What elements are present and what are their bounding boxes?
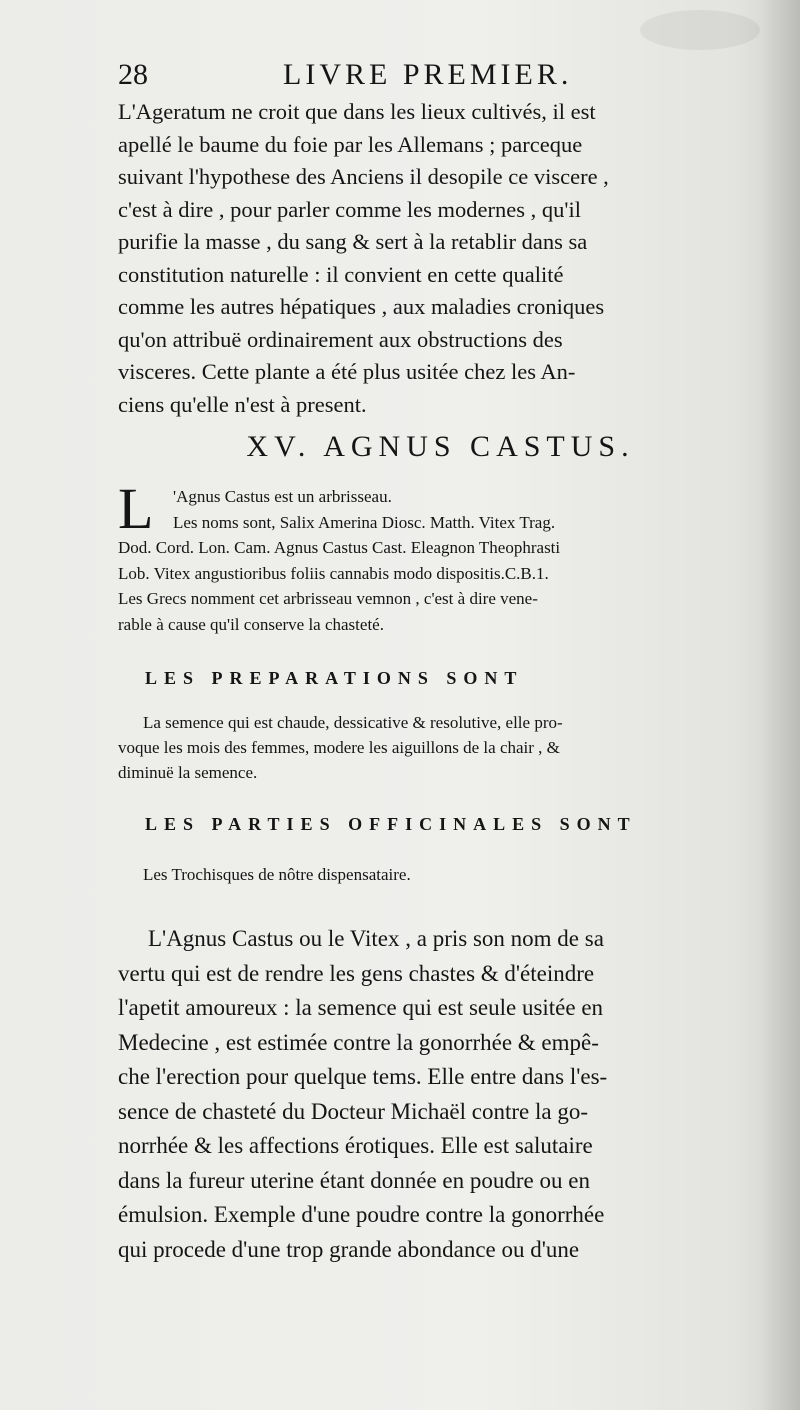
- section-heading: XV. AGNUS CASTUS.: [246, 430, 635, 463]
- text-line: Les Grecs nomment cet arbrisseau vemnon , c'est à dire vene-: [118, 589, 538, 608]
- text-line: 'Agnus Castus est un arbrisseau.: [173, 487, 392, 506]
- text-line: ciens qu'elle n'est à present.: [118, 391, 367, 417]
- text-line: La semence qui est chaude, dessicative & resolutive, elle pro-: [143, 713, 563, 732]
- text-line: norrhée & les affections érotiques. Elle est salutaire: [118, 1133, 593, 1158]
- text-line: che l'erection pour quelque tems. Elle entre dans l'es-: [118, 1064, 608, 1089]
- text-line: Lob. Vitex angustioribus foliis cannabis modo dispositis.C.B.1.: [118, 563, 549, 583]
- page-number: 28: [118, 58, 148, 91]
- text-line: vertu qui est de rendre les gens chastes & d'éteindre: [118, 960, 595, 986]
- text-line: L'Agnus Castus ou le Vitex , a pris son nom de sa: [148, 926, 604, 951]
- text-line: Medecine , est estimée contre la gonorrhée & empê-: [118, 1029, 599, 1055]
- page-header: [118, 58, 778, 98]
- text-line: suivant l'hypothese des Anciens il desopile ce viscere ,: [118, 164, 609, 189]
- subheading-officinal-parts: LES PARTIES OFFICINALES SONT: [145, 814, 637, 834]
- text-line: émulsion. Exemple d'une poudre contre la gonorrhée: [118, 1202, 605, 1227]
- paragraph-preparations: [118, 710, 763, 785]
- text-line: Dod. Cord. Lon. Cam. Agnus Castus Cast. Eleagnon Theophrasti: [118, 538, 561, 557]
- text-line: qu'on attribuë ordinairement aux obstructions des: [118, 326, 563, 352]
- text-line: Les Trochisques de nôtre dispensataire.: [143, 865, 411, 884]
- text-line: constitution naturelle : il convient en cette qualité: [118, 261, 564, 287]
- text-line: purifie la masse , du sang & sert à la retablir dans sa: [118, 229, 588, 254]
- text-line: L'Ageratum ne croit que dans les lieux cultivés, il est: [118, 99, 596, 124]
- text-line: comme les autres hépatiques , aux maladies croniques: [118, 294, 605, 319]
- text-line: l'apetit amoureux : la semence qui est seule usitée en: [118, 995, 604, 1020]
- running-title: LIVRE PREMIER.: [283, 58, 573, 91]
- paragraph-officinal-parts: [118, 862, 763, 887]
- text-line: sence de chasteté du Docteur Michaël contre la go-: [118, 1098, 589, 1124]
- text-line: c'est à dire , pour parler comme les modernes , qu'il: [118, 196, 581, 222]
- text-line: visceres. Cette plante a été plus usitée chez les An-: [118, 359, 576, 384]
- text-line: diminuë la semence.: [118, 763, 258, 782]
- text-line: Les noms sont, Salix Amerina Diosc. Matth. Vitex Trag.: [173, 512, 556, 532]
- text-line: voque les mois des femmes, modere les aiguillons de la chair , &: [118, 738, 560, 757]
- subheading-preparations: LES PREPARATIONS SONT: [145, 668, 524, 688]
- paragraph-agnus-virtues: [118, 922, 763, 1267]
- paragraph-agnus-names: [118, 484, 763, 637]
- text-line: dans la fureur uterine étant donnée en poudre ou en: [118, 1167, 590, 1193]
- paper-stain: [640, 10, 760, 50]
- drop-cap: L: [118, 476, 154, 541]
- text-line: apellé le baume du foie par les Allemans ; parceque: [118, 131, 583, 157]
- paragraph-ageratum: [118, 96, 763, 421]
- text-line: qui procede d'une trop grande abondance ou d'une: [118, 1236, 580, 1262]
- text-line: rable à cause qu'il conserve la chasteté.: [118, 614, 384, 634]
- page-edge-shadow: [760, 0, 800, 1410]
